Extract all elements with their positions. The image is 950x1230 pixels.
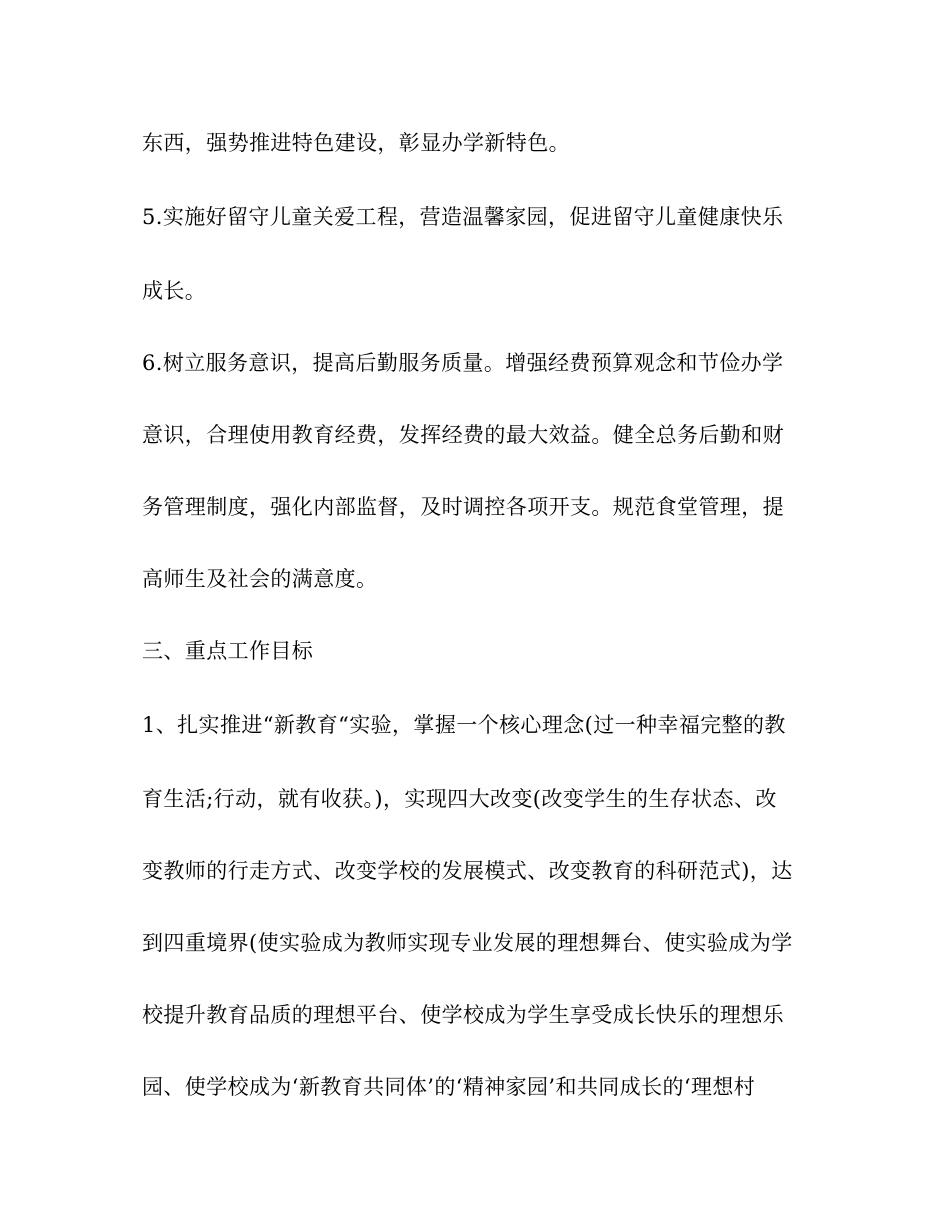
text-line: 高师生及社会的满意度。: [142, 567, 378, 591]
text-line: 东西，强势推进特色建设，彰显办学新特色。: [142, 131, 570, 155]
text-line: 育生活;行动，就有收获。)，实现四大改变(改变学生的生存状态、改: [142, 787, 777, 811]
text-line: 到四重境界(使实验成为教师实现专业发展的理想舞台、使实验成为学: [142, 931, 793, 955]
text-line: 校提升教育品质的理想平台、使学校成为学生享受成长快乐的理想乐: [142, 1003, 784, 1027]
text-line: 5.实施好留守儿童关爱工程，营造温馨家园，促进留守儿童健康快乐: [142, 205, 784, 229]
text-line: 务管理制度，强化内部监督，及时调控各项开支。规范食堂管理，提: [142, 495, 784, 519]
text-line: 成长。: [142, 279, 207, 303]
section-heading: 三、重点工作目标: [142, 639, 314, 663]
text-line: 6.树立服务意识，提高后勤服务质量。增强经费预算观念和节俭办学: [142, 351, 784, 375]
text-line: 意识，合理使用教育经费，发挥经费的最大效益。健全总务后勤和财: [142, 423, 784, 447]
text-line: 变教师的行走方式、改变学校的发展模式、改变教育的科研范式)，达: [142, 859, 793, 883]
text-line: 园、使学校成为‘新教育共同体’的‘精神家园’和共同成长的‘理想村: [142, 1075, 756, 1099]
text-line: 1、扎实推进“新教育“实验，掌握一个核心理念(过一种幸福完整的教: [142, 713, 786, 737]
